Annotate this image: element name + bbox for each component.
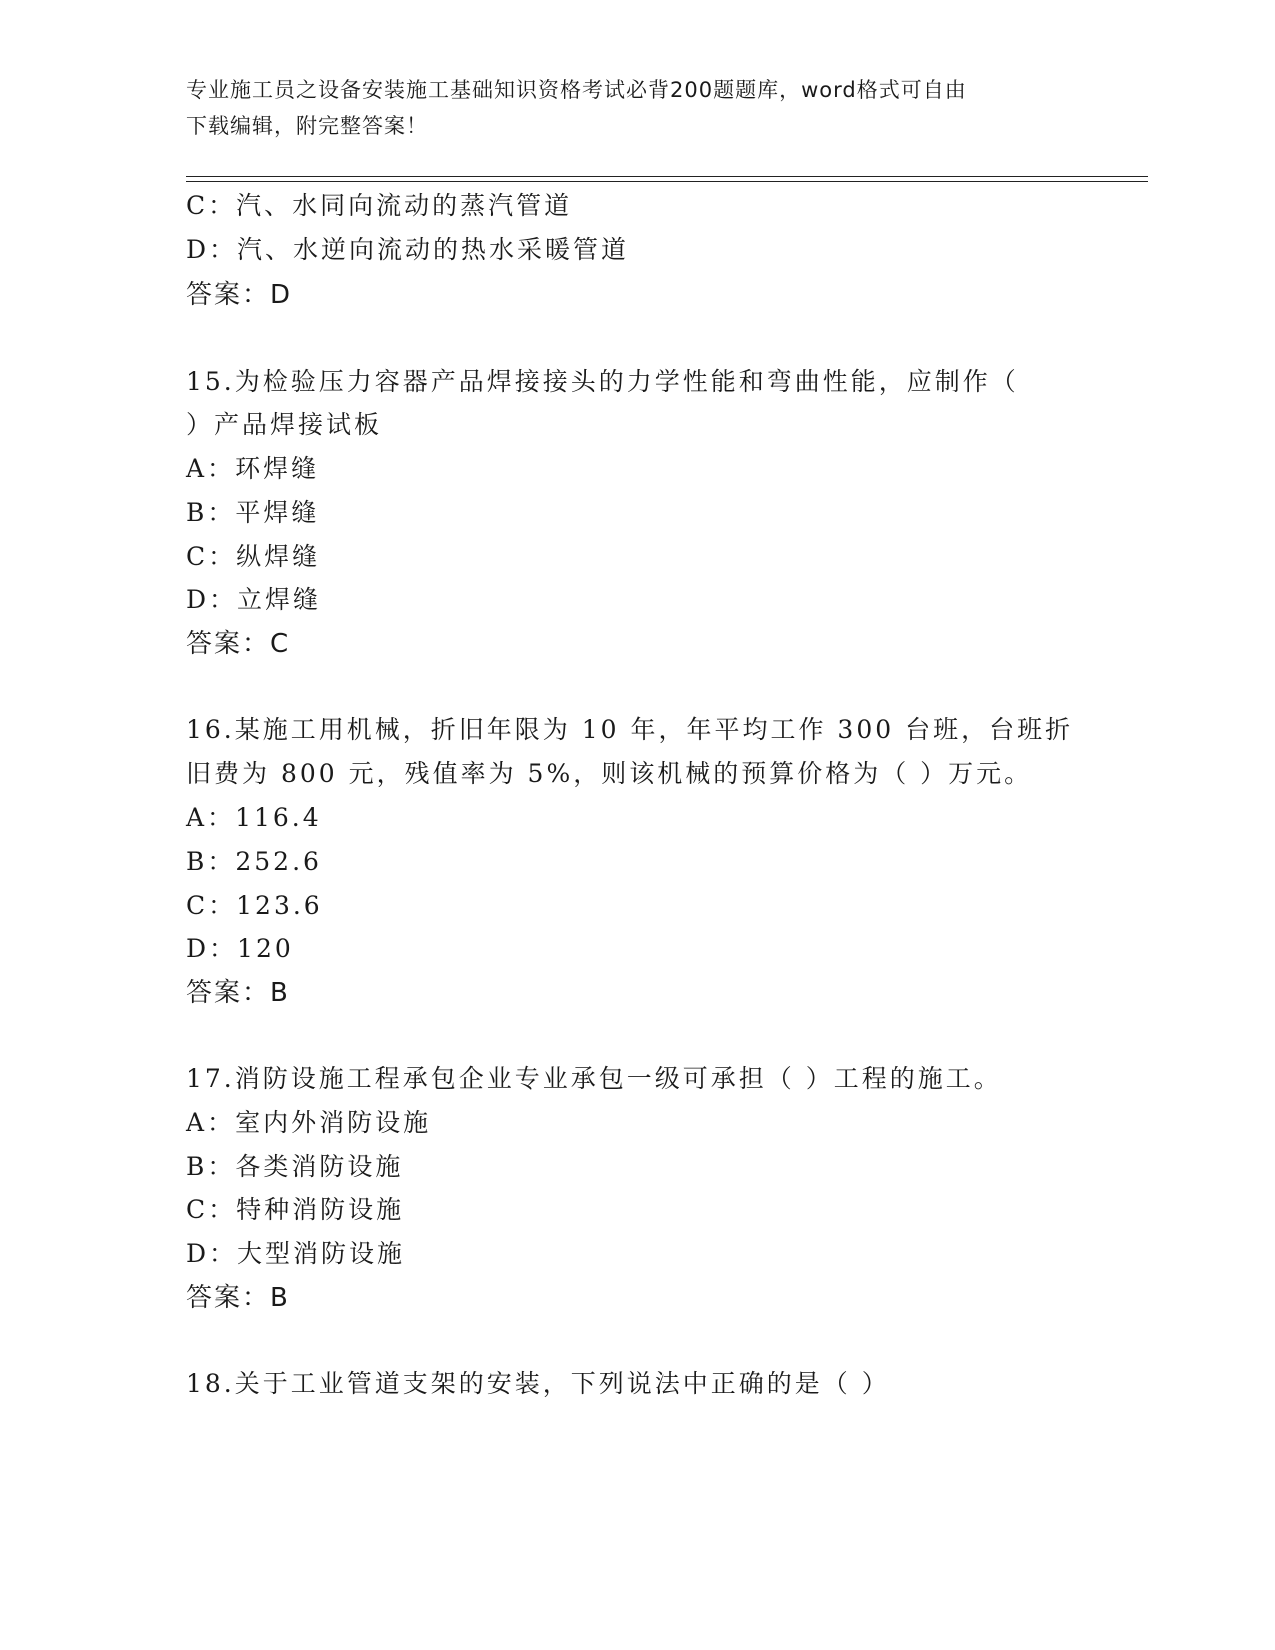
option-text: 特种消防设施 <box>236 1195 405 1224</box>
option-label: A： <box>186 454 236 483</box>
q17-option-a <box>186 1103 431 1139</box>
q16-answer: 答案：B <box>186 978 290 1008</box>
option-label: A： <box>186 1108 236 1137</box>
q16-stem-line-1: 16.某施工用机械，折旧年限为 10 年，年平均工作 300 台班，台班折 <box>186 715 1074 744</box>
q17-answer: 答案：B <box>186 1283 290 1313</box>
q15-option-b <box>186 493 319 529</box>
q16-option-b <box>186 842 322 878</box>
header-divider-top <box>186 176 1148 177</box>
option-text: 汽、水同向流动的蒸汽管道 <box>236 191 573 220</box>
q16-option-d <box>186 929 294 965</box>
prev-option-d <box>186 230 629 266</box>
q15-stem-line-1: 15.为检验压力容器产品焊接接头的力学性能和弯曲性能，应制作（ <box>186 367 1019 396</box>
option-label: D： <box>186 1239 238 1268</box>
option-text: 123.6 <box>236 891 323 920</box>
option-text: 各类消防设施 <box>235 1152 404 1181</box>
option-label: C： <box>186 1195 237 1224</box>
header-title-line-1: 专业施工员之设备安装施工基础知识资格考试必背200题题库，word格式可自由 <box>186 78 967 102</box>
option-text: 大型消防设施 <box>237 1239 406 1268</box>
option-text: 平焊缝 <box>235 498 320 527</box>
option-text: 120 <box>237 934 294 963</box>
option-label: C： <box>186 542 237 571</box>
option-label: D： <box>186 585 238 614</box>
option-label: A： <box>186 803 236 832</box>
q15-stem-line-2: ）产品焊接试板 <box>186 410 383 439</box>
q17-option-d <box>186 1234 405 1270</box>
option-text: 环焊缝 <box>235 454 320 483</box>
q16-option-c <box>186 886 323 922</box>
option-label: B： <box>186 498 236 527</box>
option-text: 116.4 <box>235 803 322 832</box>
option-label: D： <box>186 235 238 264</box>
prev-option-c <box>186 186 572 222</box>
q17-option-b <box>186 1147 403 1183</box>
q17-stem-line-1: 17.消防设施工程承包企业专业承包一级可承担（ ）工程的施工。 <box>186 1064 1002 1093</box>
option-label: B： <box>186 847 236 876</box>
header-title-line-2: 下载编辑，附完整答案！ <box>186 114 428 138</box>
option-label: C： <box>186 891 237 920</box>
prev-answer: 答案：D <box>186 280 293 310</box>
option-label: B： <box>186 1152 236 1181</box>
q15-answer: 答案：C <box>186 629 291 659</box>
option-text: 纵焊缝 <box>236 542 321 571</box>
option-text: 汽、水逆向流动的热水采暖管道 <box>237 235 630 264</box>
option-label: D： <box>186 934 238 963</box>
q18-stem-line-1: 18.关于工业管道支架的安装，下列说法中正确的是（ ） <box>186 1369 890 1398</box>
option-text: 立焊缝 <box>237 585 322 614</box>
option-label: C： <box>186 191 237 220</box>
option-text: 室内外消防设施 <box>235 1108 432 1137</box>
q15-option-a <box>186 449 319 485</box>
option-text: 252.6 <box>235 847 322 876</box>
q15-option-d <box>186 580 321 616</box>
q15-option-c <box>186 537 320 573</box>
q16-stem-line-2: 旧费为 800 元，残值率为 5%，则该机械的预算价格为（ ）万元。 <box>186 759 1033 788</box>
q16-option-a <box>186 798 322 834</box>
document-header <box>186 72 1066 144</box>
header-divider-bottom <box>186 181 1148 182</box>
q17-option-c <box>186 1190 404 1226</box>
